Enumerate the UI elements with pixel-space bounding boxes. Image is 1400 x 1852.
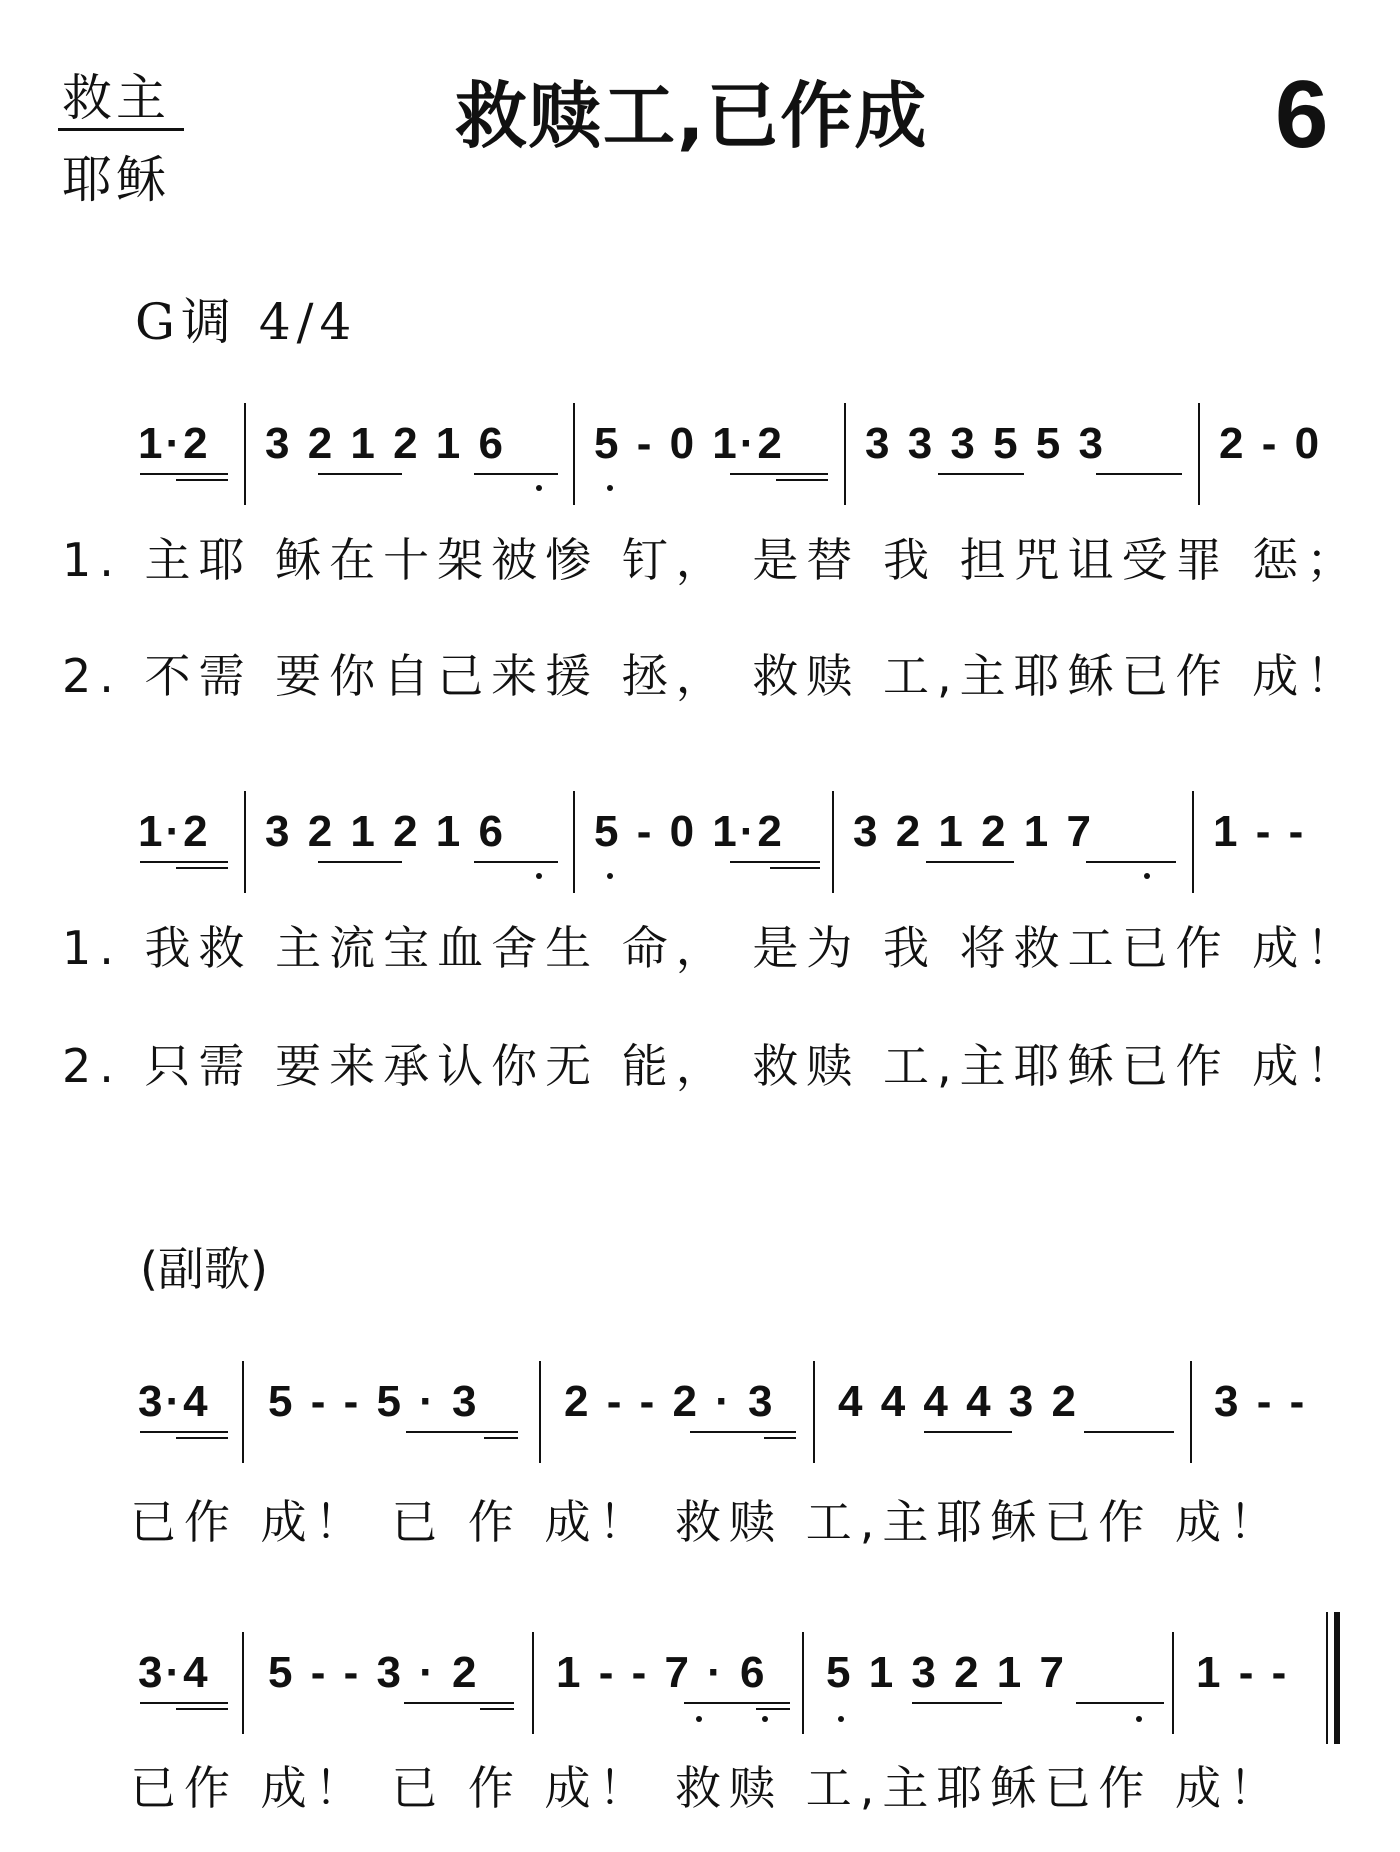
low-octave-dot [607, 485, 613, 491]
measure: 1 - - [1196, 1648, 1290, 1697]
measure: 3 2 1 2 1 6 [265, 807, 506, 856]
bar-line [539, 1361, 541, 1463]
final-barline [1334, 1612, 1340, 1744]
bar-line [244, 403, 246, 505]
bar-line [242, 1632, 244, 1734]
beam-line [484, 1437, 518, 1439]
beam-line [474, 861, 558, 863]
pickup-measure: 3·4 [138, 1377, 211, 1426]
song-title: 救赎工,已作成 [455, 74, 929, 158]
measure: 1 - - [1213, 807, 1307, 856]
measure: 3 3 3 5 5 3 [865, 419, 1106, 468]
chorus-music-line-1 [0, 1351, 1400, 1461]
low-octave-dot [536, 485, 542, 491]
final-barline-thin [1326, 1612, 1328, 1744]
bar-line [1198, 403, 1200, 505]
lyric-line: 2. 只需 要来承认你无 能， 救赎 工,主耶稣已作 成！ [62, 1039, 1361, 1093]
beam-line [176, 1437, 228, 1439]
measure: 3 2 1 2 1 7 [853, 807, 1094, 856]
beam-line [406, 1431, 518, 1433]
measure: 3 - - [1214, 1377, 1308, 1426]
lyric-line: 1. 主耶 稣在十架被惨 钉， 是替 我 担咒诅受罪 惩； [62, 533, 1361, 587]
beam-line [1076, 1702, 1164, 1704]
key-signature: G调 4/4 [135, 293, 358, 351]
verse-music-line-1 [0, 393, 1400, 503]
beam-line [684, 1702, 790, 1704]
low-octave-dot [762, 1716, 768, 1722]
beam-line [912, 1702, 1002, 1704]
beam-line [140, 861, 228, 863]
low-octave-dot [1144, 873, 1150, 879]
song-number: 6 [1275, 61, 1329, 168]
bar-line [573, 791, 575, 893]
beam-line [318, 861, 402, 863]
beam-line [176, 867, 228, 869]
beam-line [1084, 1431, 1174, 1433]
low-octave-dot [1136, 1716, 1142, 1722]
beam-line [730, 473, 828, 475]
beam-line [176, 479, 228, 481]
measure: 5 - 0 1·2 [594, 807, 785, 856]
pickup-measure: 1·2 [138, 807, 211, 856]
beam-line [176, 1708, 228, 1710]
measure: 5 - - 5 · 3 [268, 1377, 480, 1426]
beam-line [140, 1702, 228, 1704]
low-octave-dot [696, 1716, 702, 1722]
beam-line [924, 1431, 1012, 1433]
bar-line [832, 791, 834, 893]
bar-line [242, 1361, 244, 1463]
beam-line [938, 473, 1024, 475]
measure: 2 - - 2 · 3 [564, 1377, 776, 1426]
chorus-label: (副歌) [140, 1242, 268, 1296]
beam-line [1096, 473, 1182, 475]
beam-line [140, 473, 228, 475]
beam-line [318, 473, 402, 475]
measure: 1 - - 7 · 6 [556, 1648, 768, 1697]
beam-line [776, 479, 828, 481]
category-top-label: 救主 [62, 69, 170, 127]
category-bottom-label: 耶稣 [62, 151, 170, 209]
beam-line [926, 861, 1014, 863]
measure: 2 - 0 [1219, 419, 1323, 468]
lyric-line: 已作 成！ 已 作 成！ 救赎 工,主耶稣已作 成！ [130, 1761, 1283, 1815]
bar-line [1190, 1361, 1192, 1463]
category-divider [58, 128, 184, 131]
bar-line [1192, 791, 1194, 893]
measure: 5 - - 3 · 2 [268, 1648, 480, 1697]
lyric-line: 2. 不需 要你自己来援 拯， 救赎 工,主耶稣已作 成！ [62, 649, 1361, 703]
measure: 5 - 0 1·2 [594, 419, 785, 468]
low-octave-dot [607, 873, 613, 879]
beam-line [474, 473, 558, 475]
measure: 5 1 3 2 1 7 [826, 1648, 1067, 1697]
bar-line [802, 1632, 804, 1734]
beam-line [690, 1431, 796, 1433]
beam-line [404, 1702, 514, 1704]
bar-line [1172, 1632, 1174, 1734]
low-octave-dot [536, 873, 542, 879]
bar-line [573, 403, 575, 505]
chorus-music-line-2 [0, 1622, 1400, 1732]
bar-line [532, 1632, 534, 1734]
beam-line [1086, 861, 1176, 863]
beam-line [480, 1708, 514, 1710]
pickup-measure: 1·2 [138, 419, 211, 468]
bar-line [244, 791, 246, 893]
beam-line [756, 1708, 790, 1710]
low-octave-dot [838, 1716, 844, 1722]
measure: 4 4 4 4 3 2 [838, 1377, 1079, 1426]
pickup-measure: 3·4 [138, 1648, 211, 1697]
beam-line [764, 1437, 796, 1439]
measure: 3 2 1 2 1 6 [265, 419, 506, 468]
bar-line [813, 1361, 815, 1463]
lyric-line: 1. 我救 主流宝血舍生 命， 是为 我 将救工已作 成！ [62, 921, 1361, 975]
beam-line [770, 867, 820, 869]
verse-music-line-2 [0, 781, 1400, 891]
lyric-line: 已作 成！ 已 作 成！ 救赎 工,主耶稣已作 成！ [130, 1495, 1283, 1549]
beam-line [730, 861, 820, 863]
beam-line [140, 1431, 228, 1433]
bar-line [844, 403, 846, 505]
